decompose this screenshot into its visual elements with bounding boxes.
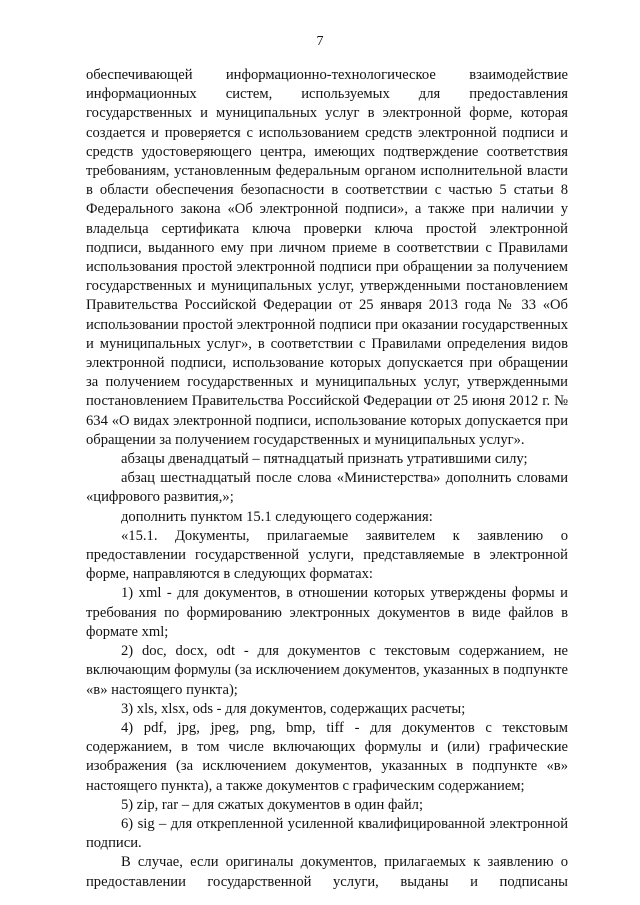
list-item-doc: 2) doc, docx, odt - для документов с текстовым содержанием, не включающим формулы (за исключением документов, указанных в подпункте «в» настоящего пункта);: [86, 643, 568, 698]
paragraph-definition-continuation: обеспечивающей информационно-технологическое взаимодействие информационных систем, используемых для предоставления государственных и муниципальных услуг в электронной форме, которая создается и проверяется с использованием средств электронной подписи и средств удостоверяющего центра, имеющих подтверждение соответствия требованиям, установленным федеральным органом исполнительной власти в области обеспечения безопасности в соответствии с частью 5 статьи 8 Федерального закона «Об электронной подписи», а также при наличии у владельца сертификата ключа проверки ключа простой электронной подписи, выданного ему при личном приеме в соответствии с Правилами использования простой электронной подписи при обращении за получением государственных и муниципальных услуг, утвержденными постановлением Правительства Российской Федерации от 25 января 2013 года № 33 «Об использовании простой электронной подписи при оказании государственных и муниципальных услуг», в соответствии с Правилами определения видов электронной подписи, использование которых допускается при обращении за получением государственных и муниципальных услуг, утвержденными постановлением Правительства Российской Федерации от 25 июня 2012 г. № 634 «О видах электронной подписи, использование которых допускается при обращении за получением государственных и муниципальных услуг».: [86, 67, 568, 448]
paragraph-amend-sixteenth: абзац шестнадцатый после слова «Министерства» дополнить словами «цифрового развития,»;: [86, 470, 568, 506]
list-item-zip: 5) zip, rar – для сжатых документов в один файл;: [121, 796, 424, 813]
paragraph-repeal-clauses: абзацы двенадцатый – пятнадцатый признать утратившими силу;: [121, 451, 528, 468]
page-number: 7: [316, 34, 324, 49]
paragraph-originals-case: В случае, если оригиналы документов, прилагаемых к заявлению о предоставлении государственной услуги, выданы и подписаны: [86, 854, 568, 890]
paragraph-add-clause-intro: дополнить пунктом 15.1 следующего содержания:: [121, 508, 433, 525]
list-item-pdf: 4) pdf, jpg, jpeg, png, bmp, tiff - для документов с текстовым содержанием, в том числе включающих формулы и (или) графические изображения (за исключением документов, указанных в подпункте «в» настоящего пункта), а также документов с графическим содержанием;: [86, 719, 568, 794]
paragraph-clause-15-1: «15.1. Документы, прилагаемые заявителем к заявлению о предоставлении государственной услуги, представляемые в электронной форме, направляются в следующих форматах:: [86, 527, 568, 583]
list-item-xml: 1) xml - для документов, в отношении которых утверждены формы и требования по формированию электронных документов в виде файлов в формате xml;: [86, 585, 568, 640]
document-body: [86, 66, 568, 892]
list-item-xls: 3) xls, xlsx, ods - для документов, содержащих расчеты;: [121, 700, 466, 717]
list-item-sig: 6) sig – для открепленной усиленной квалифицированной электронной подписи.: [86, 815, 568, 852]
